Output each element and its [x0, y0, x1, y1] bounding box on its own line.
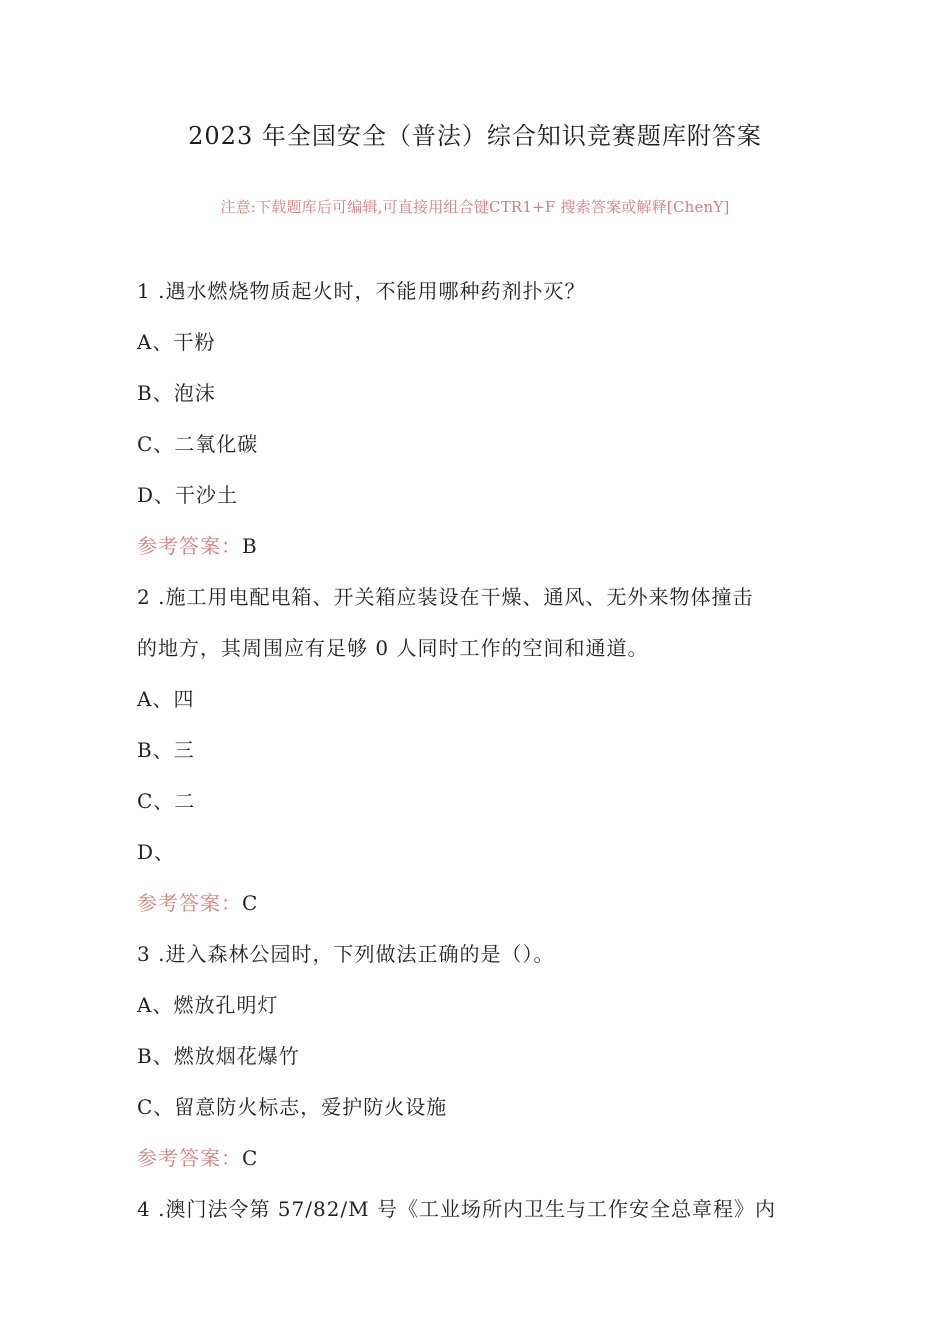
- option-b: B、泡沫: [137, 381, 216, 405]
- question-stem-continued: 的地方，其周围应有足够 0 人同时工作的空间和通道。: [137, 636, 649, 660]
- option-a: A、干粉: [137, 330, 216, 354]
- answer-label: 参考答案：: [137, 891, 242, 915]
- answer-label: 参考答案：: [137, 534, 242, 558]
- option-c: C、二: [137, 789, 196, 813]
- answer-value: B: [242, 534, 258, 558]
- reference-answer: [137, 1133, 817, 1184]
- document-title: 2023 年全国安全（普法）综合知识竞赛题库附答案: [188, 122, 762, 150]
- answer-value: C: [242, 1146, 259, 1170]
- option-d: D、: [137, 840, 176, 864]
- option-c: C、二氧化碳: [137, 432, 259, 456]
- answer-value: C: [242, 891, 259, 915]
- option-b: B、三: [137, 738, 195, 762]
- question-list: [137, 266, 817, 1235]
- option-b: B、燃放烟花爆竹: [137, 1044, 300, 1068]
- question-stem: 3 .进入森林公园时，下列做法正确的是（）。: [137, 942, 555, 966]
- answer-label: 参考答案：: [137, 1146, 242, 1170]
- question-stem: 2 .施工用电配电箱、开关箱应装设在干燥、通风、无外来物体撞击: [137, 585, 754, 609]
- option-d: D、干沙土: [137, 483, 239, 507]
- option-a: A、燃放孔明灯: [137, 993, 279, 1017]
- option-a: A、四: [137, 687, 195, 711]
- reference-answer: [137, 878, 817, 929]
- option-c: C、留意防火标志，爱护防火设施: [137, 1095, 448, 1119]
- download-notice: 注意:下载题库后可编辑,可直接用组合键CTR1+F 搜索答案或解释[ChenY]: [220, 198, 730, 216]
- reference-answer: [137, 521, 817, 572]
- question-stem: 1 .遇水燃烧物质起火时，不能用哪种药剂扑灭？: [137, 279, 586, 303]
- question-stem: 4 .澳门法令第 57/82/M 号《工业场所内卫生与工作安全总章程》内: [137, 1197, 777, 1221]
